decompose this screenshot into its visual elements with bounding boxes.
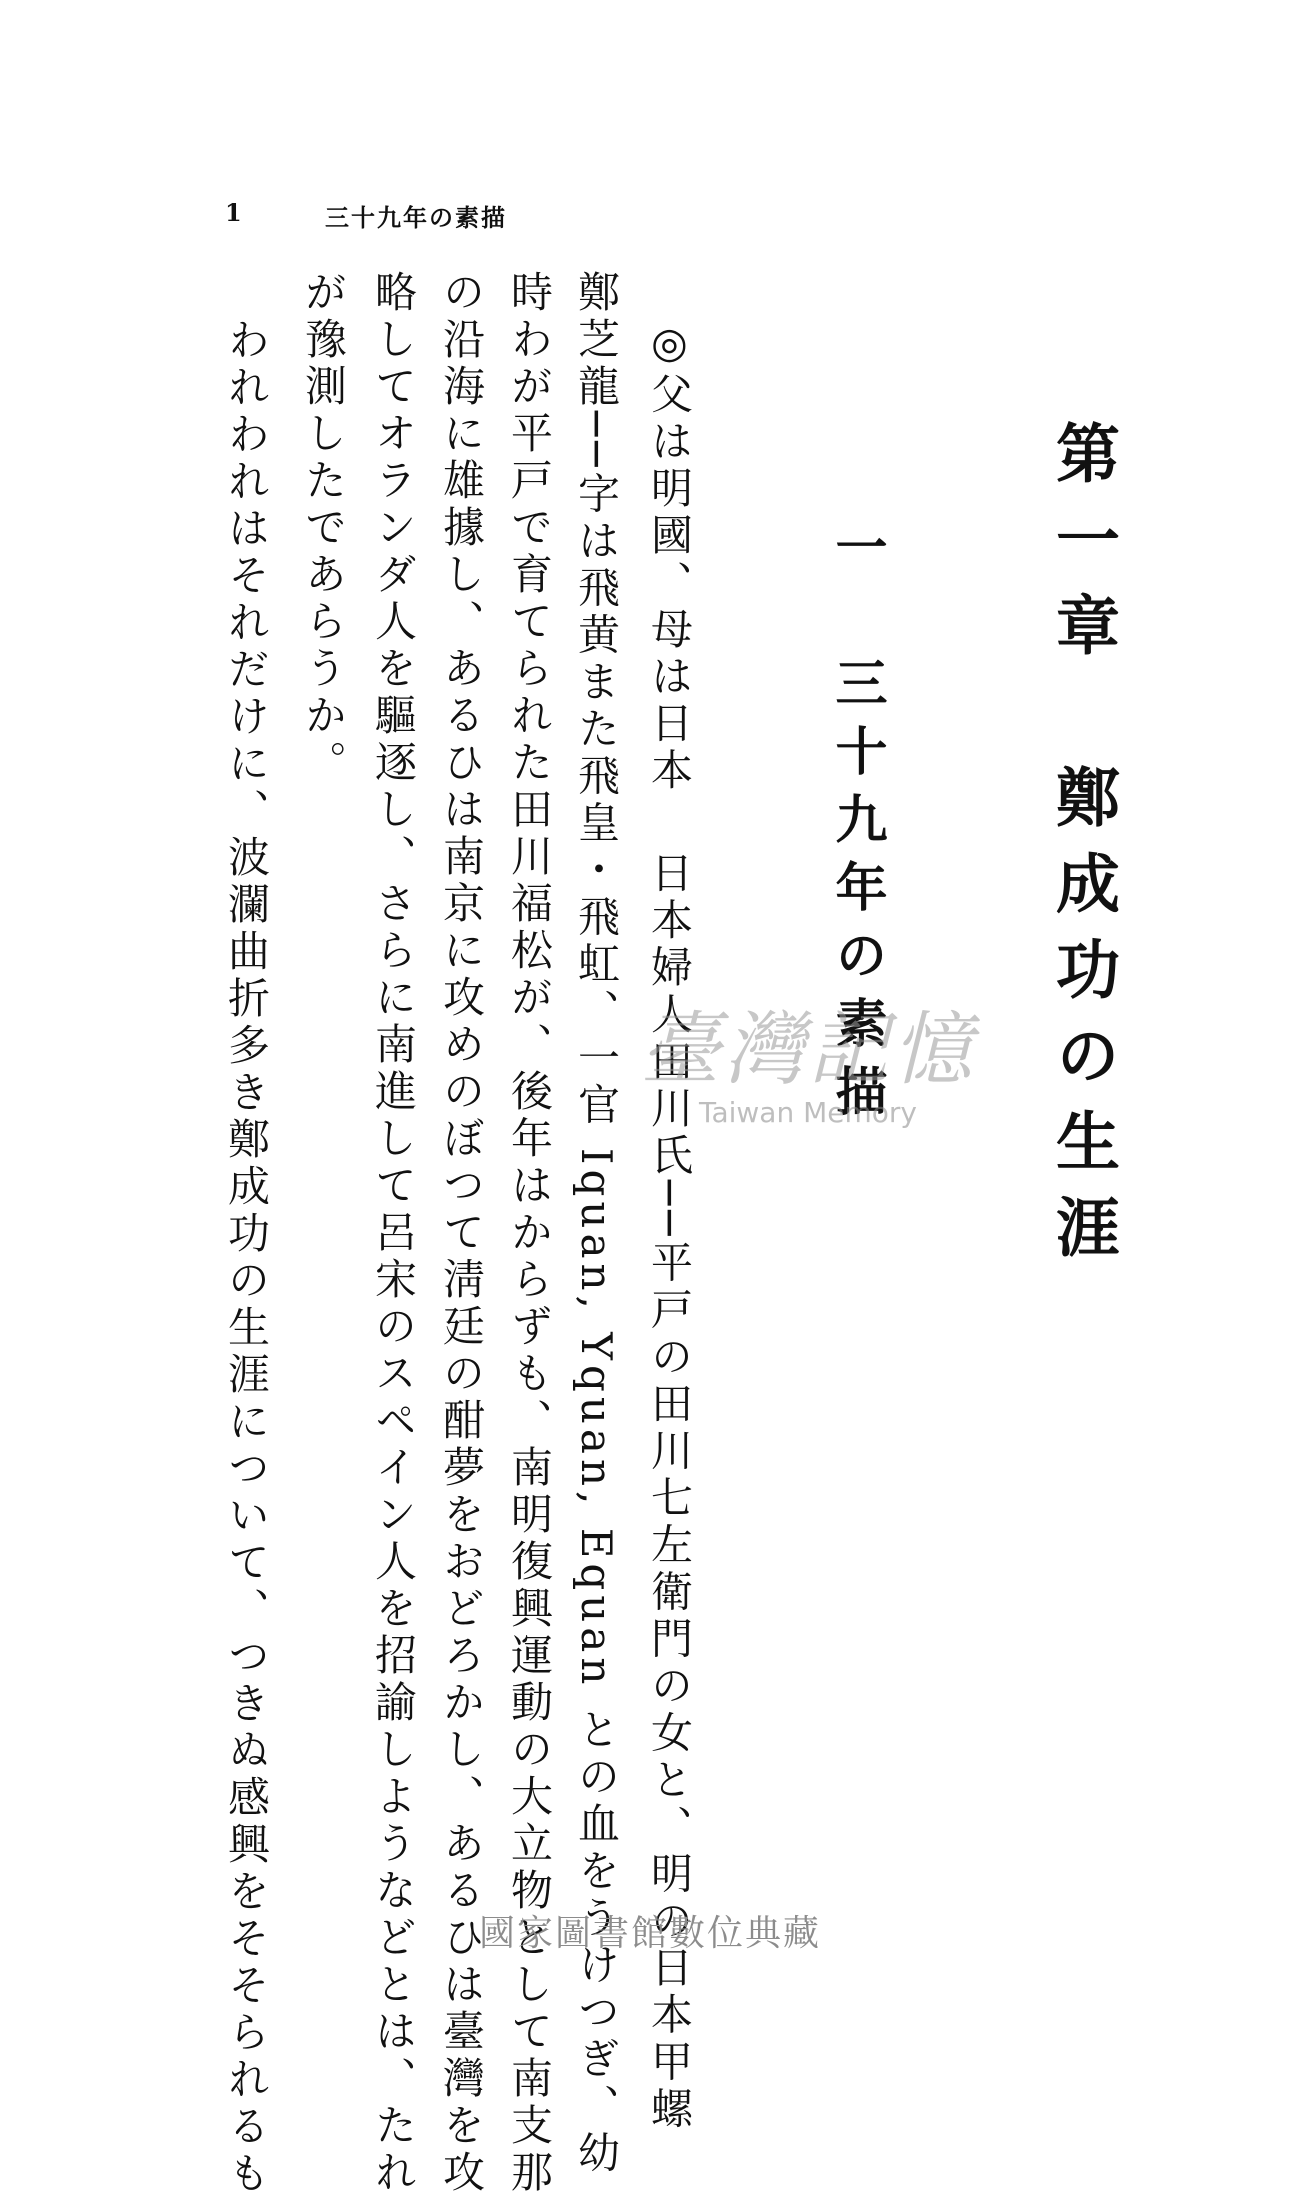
body-line-1 [645,318,694,2134]
body-line-1-text: 日本婦人田川氏──平戸の田川七左衛門の女と、明の日本甲螺 [645,851,694,2134]
watermark-chinese: 臺灣記憶 [640,1003,976,1096]
body-line-7: われわれはそれだけに、波瀾曲折多き鄭成功の生涯について、つきぬ感興をそそられるも [222,318,271,2198]
watermark-english: Taiwan Memory [699,1096,917,1129]
taiwan-memory-watermark [640,985,976,1129]
body-line-6: が豫測したであらうか。 [299,270,348,787]
body-line-1-heading: ◎父は明國、母は日本 [645,318,694,795]
running-title: 三十九年の素描 [325,203,507,232]
body-line-5: 略してオランダ人を驅逐し、さらに南進して呂宋のスペイン人を招諭しようなどとは、たれ [369,270,418,2197]
page-number: 1 [225,198,242,227]
body-line-2: 鄭芝龍──字は飛黄また飛皇・飛虹、一官 Iquan, Yquan, Equan との血をうけつぎ、幼 [572,270,621,2178]
body-line-4: の沿海に雄據し、あるひは南京に攻めのぼつて淸廷の酣夢をおどろかし、あるひは臺灣を攻 [437,270,486,2197]
body-line-3: 時わが平戸で育てられた田川福松が、後年はからずも、南明復興運動の大立物として南支那 [505,270,554,2197]
chapter-title: 第一章 鄭成功の生涯 [1045,420,1120,1280]
section-title: 一 三十九年の素描 [826,520,887,1132]
library-footer: 國家圖書館數位典藏 [478,1913,821,1954]
